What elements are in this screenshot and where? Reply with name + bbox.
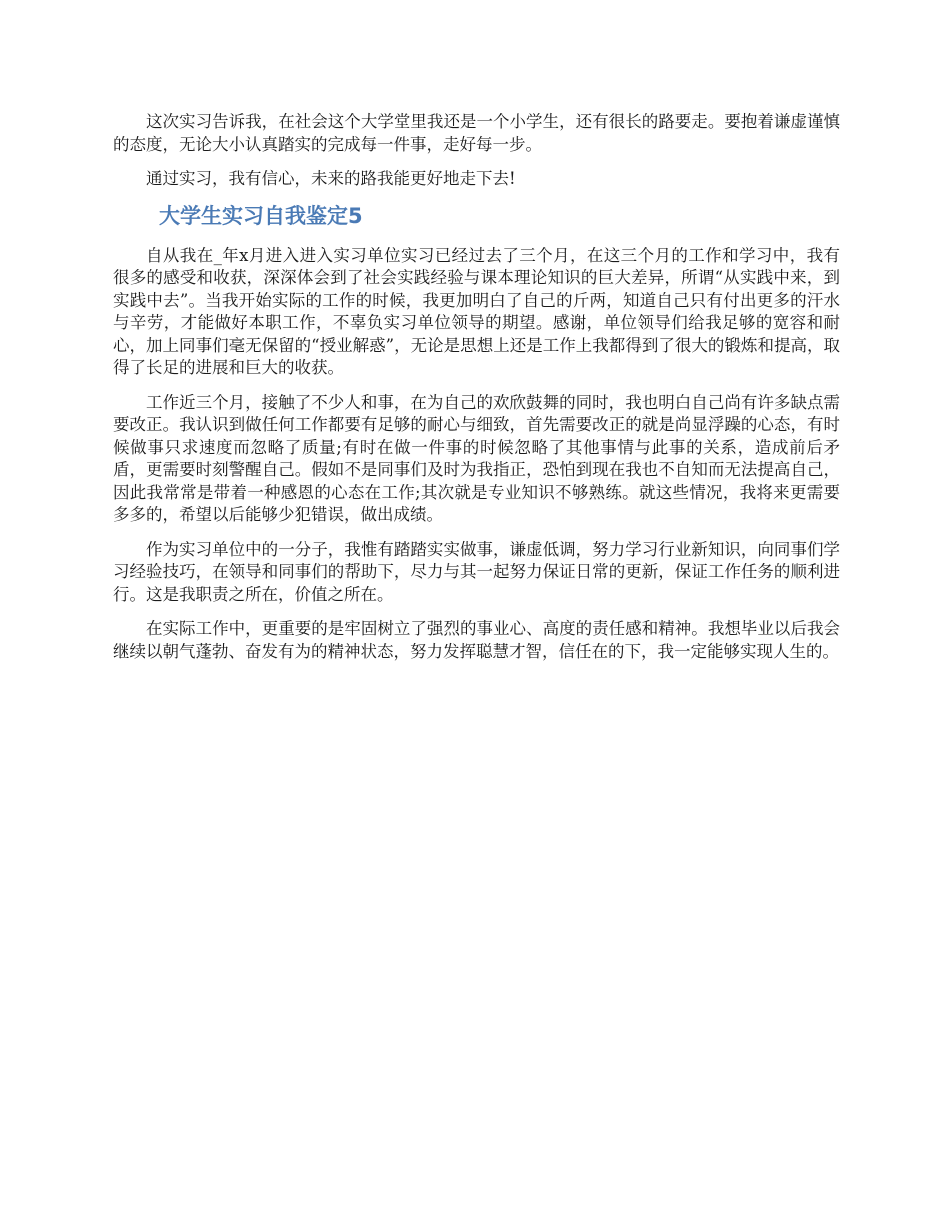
paragraph-section-4: 在实际工作中，更重要的是牢固树立了强烈的事业心、高度的责任感和精神。我想毕业以后我会继续以朝气蓬勃、奋发有为的精神状态，努力发挥聪慧才智，信任在的下，我一定能够实现人生的。 [113, 619, 840, 661]
paragraph-section-1: 自从我在_年x月进入进入实习单位实习已经过去了三个月，在这三个月的工作和学习中，我有很多的感受和收获，深深体会到了社会实践经验与课本理论知识的巨大差异，所谓“从实践中来，到实践中去”。当我开始实际的工作的时候，我更加明白了自己的斤两，知道自己只有付出更多的汗水与辛劳，才能做好本职工作，不辜负实习单位领导的期望。感谢，单位领导们给我足够的宽容和耐心，加上同事们毫无保留的“授业解惑”，无论是思想上还是工作上我都得到了很大的锻炼和提高，取得了长足的进展和巨大的收获。 [113, 245, 840, 377]
paragraph-intro-1: 这次实习告诉我，在社会这个大学堂里我还是一个小学生，还有很长的路要走。要抱着谦虚谨慎的态度，无论大小认真踏实的完成每一件事，走好每一步。 [113, 112, 840, 154]
section-title: 大学生实习自我鉴定5 [159, 203, 363, 228]
document-body [113, 111, 840, 675]
paragraph-intro-2: 通过实习，我有信心，未来的路我能更好地走下去! [146, 169, 516, 188]
paragraph-section-2: 工作近三个月，接触了不少人和事，在为自己的欢欣鼓舞的同时，我也明白自己尚有许多缺点需要改正。我认识到做任何工作都要有足够的耐心与细致，首先需要改正的就是尚显浮躁的心态，有时候做事只求速度而忽略了质量;有时在做一件事的时候忽略了其他事情与此事的关系，造成前后矛盾，更需要时刻警醒自己。假如不是同事们及时为我指正，恐怕到现在我也不自知而无法提高自己，因此我常常是带着一种感恩的心态在工作;其次就是专业知识不够熟练。就这些情况，我将来更需要多多的，希望以后能够少犯错误，做出成绩。 [113, 392, 840, 524]
paragraph-section-3: 作为实习单位中的一分子，我惟有踏踏实实做事，谦虚低调，努力学习行业新知识，向同事们学习经验技巧，在领导和同事们的帮助下，尽力与其一起努力保证日常的更新，保证工作任务的顺利进行。这是我职责之所在，价值之所在。 [113, 539, 840, 604]
